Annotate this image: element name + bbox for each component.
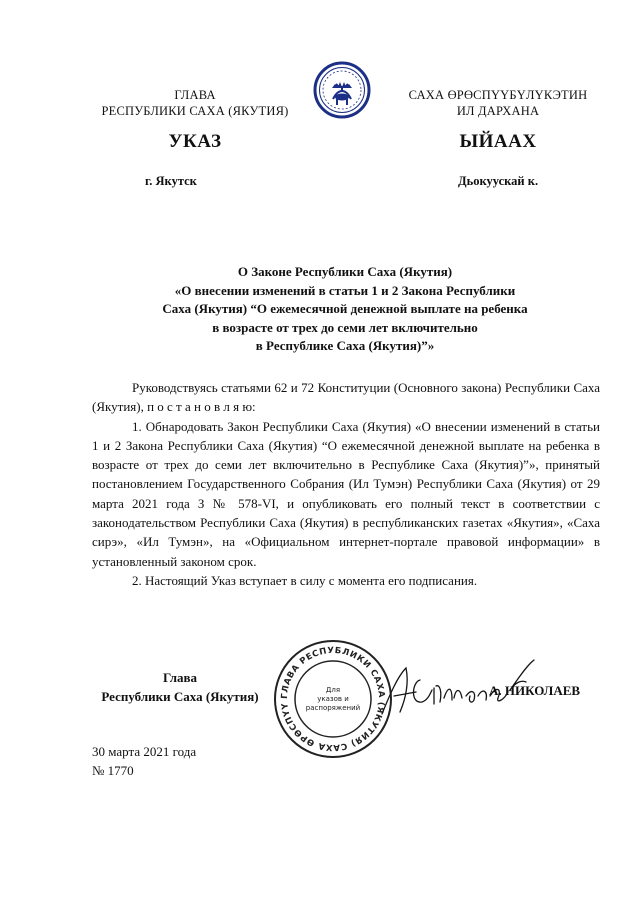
title-line5: в Республике Саха (Якутия)”» — [255, 338, 435, 353]
stamp-center-line2: указов и — [317, 695, 349, 703]
coat-of-arms-emblem — [313, 61, 371, 119]
header-left-line2: РЕСПУБЛИКИ САХА (ЯКУТИЯ) — [101, 104, 289, 118]
header-right — [378, 87, 618, 119]
document-date: 30 марта 2021 года — [92, 744, 197, 759]
stamp-ring-text: ГЛАВА РЕСПУБЛИКИ САХА (ЯКУТИЯ) САХА ӨРӨСПҮҮ — [279, 645, 387, 753]
city-right: Дьокуускай к. — [458, 174, 539, 188]
signatory-title-line1: Глава — [162, 670, 198, 685]
document-number: № 1770 — [92, 763, 134, 778]
header-right-line2: ИЛ ДАРХАНА — [456, 104, 540, 118]
document-body — [92, 378, 600, 590]
preamble-paragraph: Руководствуясь статьями 62 и 72 Конституции (Основного закона) Республики Саха (Якутия), п о с т а н о в л я ю: — [92, 380, 600, 415]
title-line3: Саха (Якутия) “О ежемесячной денежной выплате на ребенка — [162, 301, 528, 316]
document-footer — [92, 742, 196, 780]
title-line4: в возрасте от трех до семи лет включительно — [212, 319, 478, 335]
header-right-line1: САХА ӨРӨСПҮҮБҮЛҮКЭТИН — [408, 88, 588, 102]
title-line1: О Законе Республики Саха (Якутия) — [237, 264, 453, 279]
header-left — [80, 87, 310, 119]
header-left-line1: ГЛАВА — [174, 88, 216, 102]
signatory-name: А. НИКОЛАЕВ — [489, 683, 581, 698]
item-1-paragraph: 1. Обнародовать Закон Республики Саха (Якутия) «О внесении изменений в статьи 1 и 2 Закона Республики Саха (Якутия) “О ежемесячной денежной выплате на ребенка в возрасте от трех до семи лет включительно в Республике Саха (Якутия)”», принятый постановлением Государственного Собрания (Ил Тумэн) Республики Саха (Якутия) от 29 марта 2021 года З № 578-VI, и опубликовать его полный текст в соответствии с законодательством Республики Саха (Якутия) в республиканских газетах «Якутия», «Саха сирэ», «Ил Тумэн», на «Официальном интернет-портале правовой информации» в установленный законом срок. — [92, 418, 600, 569]
title-line2: «О внесении изменений в статьи 1 и 2 Закона Республики — [174, 282, 516, 298]
doc-type-left: УКАЗ — [168, 131, 222, 152]
signatory-title-line2: Республики Саха (Якутия) — [101, 689, 259, 704]
stamp-center-line1: Для — [325, 686, 341, 694]
city-left: г. Якутск — [145, 174, 197, 188]
doc-type-right: ЫЙААХ — [459, 131, 537, 152]
stamp-center-line3: распоряжений — [305, 704, 361, 712]
signatory-title — [80, 668, 280, 706]
item-2-paragraph: 2. Настоящий Указ вступает в силу с момента его подписания. — [132, 572, 478, 588]
document-title — [60, 263, 630, 356]
